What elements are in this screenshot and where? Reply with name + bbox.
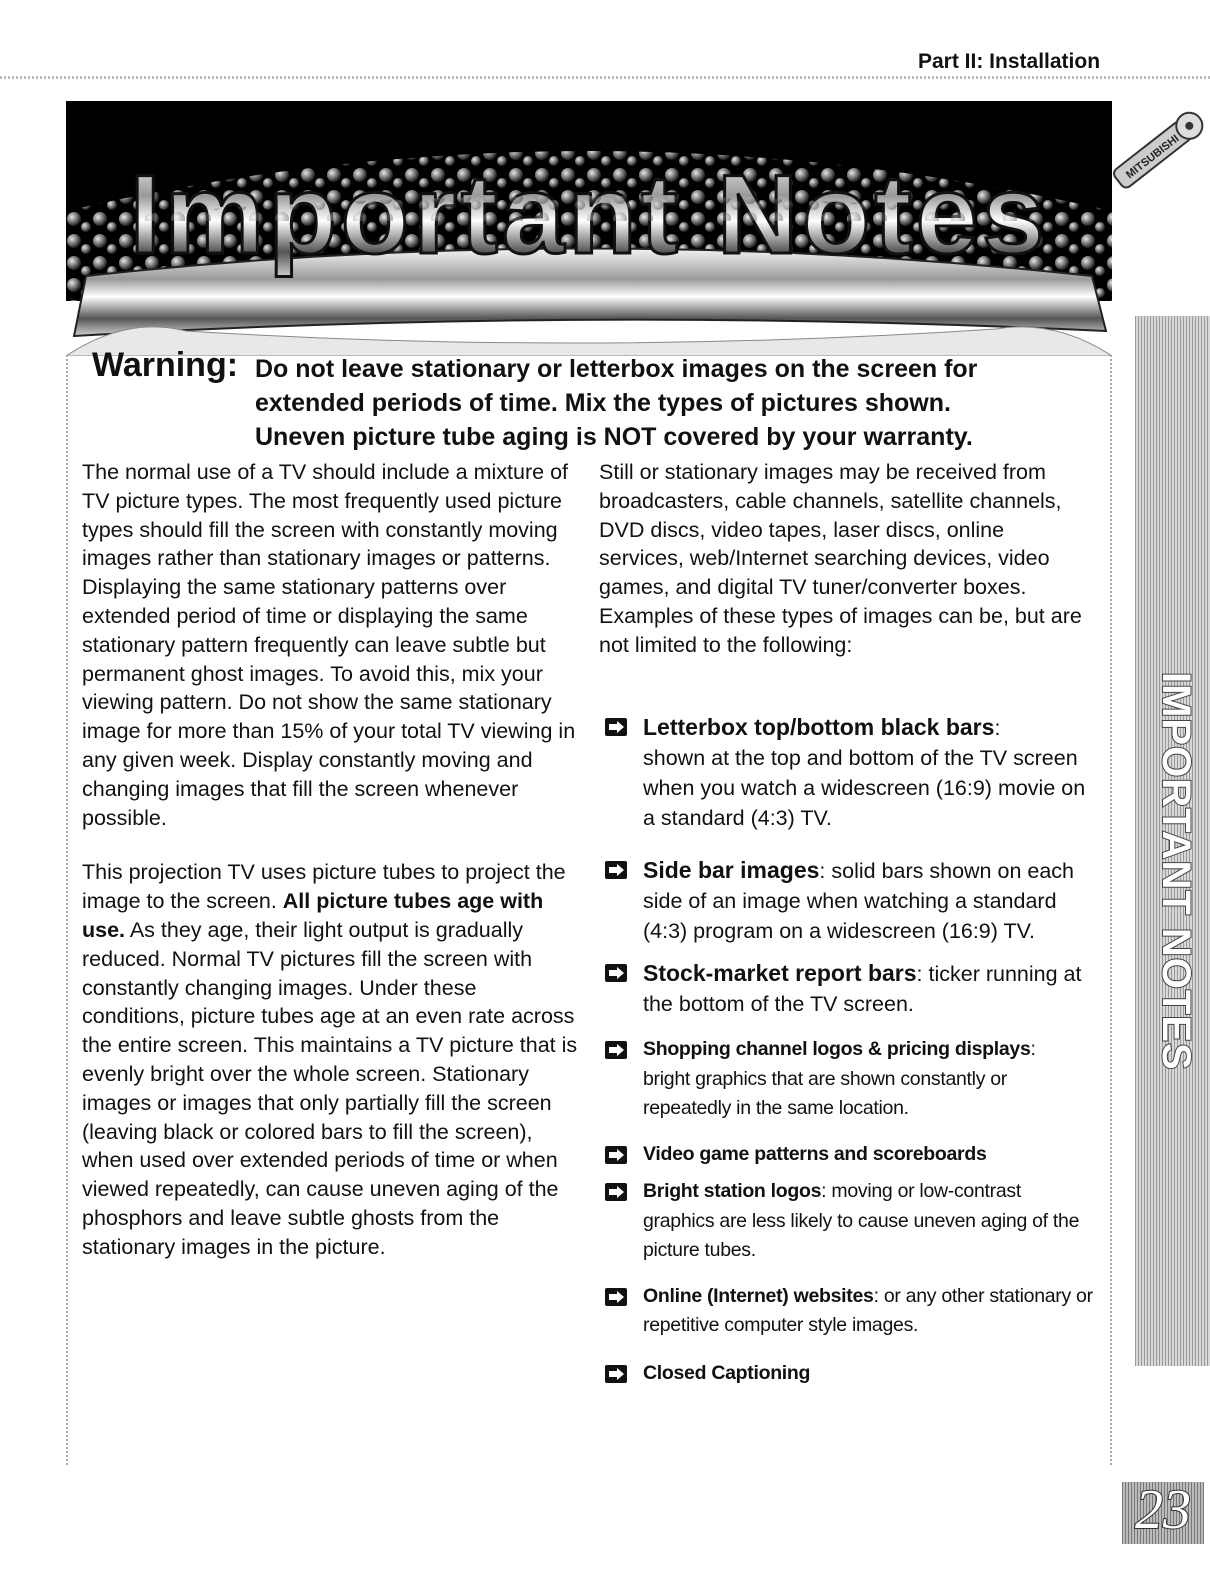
- important-notes-banner: [66, 101, 1112, 356]
- arrow-bullet-icon: [605, 1041, 627, 1059]
- list-item: Letterbox top/bottom black bars: shown at the top and bottom of the TV screen when you watch a widescreen (16:9) movie on a standard (4:3) TV.: [605, 712, 1095, 833]
- list-item: Shopping channel logos & pricing displays: bright graphics that are shown constantly or repeatedly in the same location.: [605, 1035, 1095, 1124]
- arrow-bullet-icon: [605, 1288, 627, 1306]
- brand-tag-text: MITSUBISHI: [1123, 132, 1182, 182]
- arrow-bullet-icon: [605, 718, 627, 736]
- side-tab-label: IMPORTANT NOTES: [1154, 672, 1198, 1071]
- page-number: 23: [1135, 1479, 1191, 1541]
- list-item: Bright station logos: moving or low-contrast graphics are less likely to cause uneven aging of the picture tubes.: [605, 1177, 1095, 1266]
- section-header: Part II: Installation: [918, 50, 1101, 73]
- arrow-bullet-icon: [605, 861, 627, 879]
- arrow-bullet-icon: [605, 964, 627, 982]
- list-item: Video game patterns and scoreboards: [605, 1140, 1095, 1170]
- normal-use-paragraph: The normal use of a TV should include a mixture of TV picture types. The most frequently used picture types should fill the screen with constantly moving images rather than stationary images or patterns. Displaying the same stationary patterns over extended period of time or displaying the same stationary pattern frequently can leave subtle but permanent ghost images. To avoid this, mix your viewing pattern. Do not show the same stationary image for more than 15% of your total TV viewing in any given week. Display constantly moving and changing images that fill the screen whenever possible.: [82, 460, 576, 830]
- warning-text: [255, 352, 1095, 454]
- examples-list: [605, 712, 1095, 1388]
- warning-line: extended periods of time. Mix the types of pictures shown.: [255, 389, 951, 417]
- arrow-bullet-icon: [605, 1365, 627, 1383]
- arrow-bullet-icon: [605, 1183, 627, 1201]
- right-column: [599, 458, 1094, 660]
- arrow-bullet-icon: [605, 1146, 627, 1164]
- header-rule: [0, 76, 1210, 79]
- picture-tubes-paragraph: This projection TV uses picture tubes to project the image to the screen. All picture tubes age with use. As they age, their light output is gradually reduced. Normal TV pictures fill the screen with constantly changing images. Under these conditions, picture tubes age at an even rate across the entire screen. This maintains a TV picture that is evenly bright over the whole screen. Stationary images or images that only partially fill the screen (leaving black or colored bars to fill the screen), when used over extended periods of time or when viewed repeatedly, can cause uneven aging of the phosphors and leave subtle ghosts from the stationary images in the picture.: [82, 860, 578, 1259]
- banner-title: Important Notes: [129, 152, 1049, 277]
- warning-line: Uneven picture tube aging is NOT covered by your warranty.: [255, 423, 973, 451]
- mitsubishi-tag-icon: [1112, 100, 1208, 200]
- list-item: Side bar images: solid bars shown on each side of an image when watching a standard (4:3) program on a widescreen (16:9) TV.: [605, 855, 1095, 946]
- emphasis-text: All picture tubes age with use.: [82, 889, 544, 942]
- list-item: Online (Internet) websites: or any other stationary or repetitive computer style images.: [605, 1282, 1095, 1341]
- frame-left-rule: [66, 355, 68, 1465]
- warning-line: Do not leave stationary or letterbox images on the screen for: [255, 355, 978, 383]
- warning-label: Warning:: [92, 346, 239, 384]
- left-column: [82, 458, 582, 1262]
- stationary-images-intro: Still or stationary images may be received from broadcasters, cable channels, satellite channels, DVD discs, video tapes, laser discs, online services, web/Internet searching devices, video games, and digital TV tuner/converter boxes. Examples of these types of images can be, but are not limited to the following:: [599, 460, 1082, 657]
- list-item: Closed Captioning: [605, 1359, 1095, 1389]
- list-item: Stock-market report bars: ticker running at the bottom of the TV screen.: [605, 958, 1095, 1019]
- frame-right-rule: [1110, 355, 1112, 1465]
